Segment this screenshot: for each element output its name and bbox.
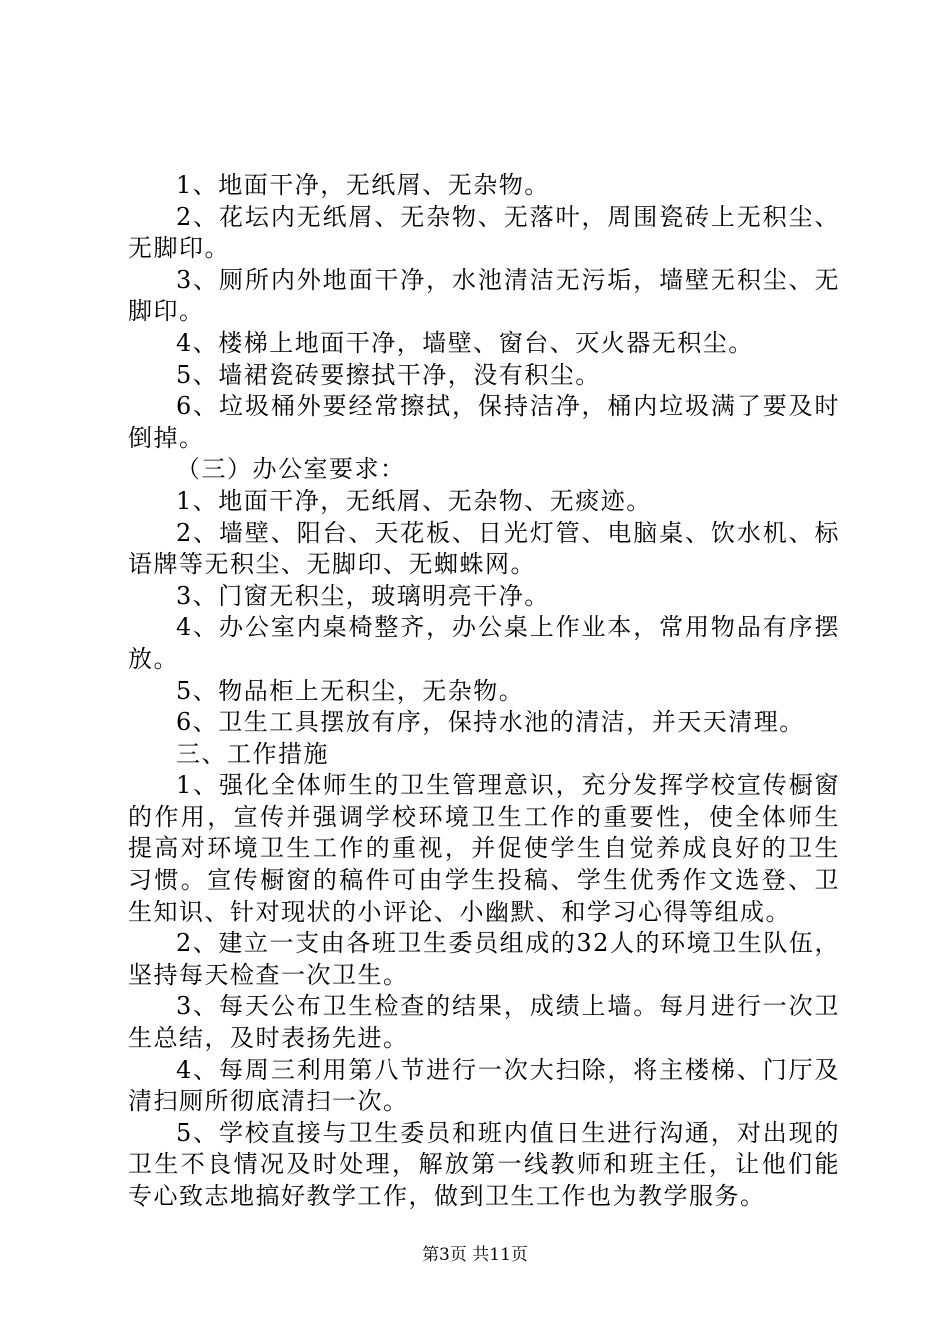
section-measures-heading: 三、工作措施 xyxy=(176,739,329,768)
item-trash-bin: 6、垃圾桶外要经常擦拭，保持洁净，桶内垃圾满了要及时倒掉。 xyxy=(128,392,840,452)
item-flower-bed: 2、花坛内无纸屑、无杂物、无落叶，周围瓷砖上无积尘、无脚印。 xyxy=(128,202,840,263)
office-item-desks: 4、办公室内桌椅整齐，办公桌上作业本，常用物品有序摆放。 xyxy=(128,613,840,673)
office-item-windows: 3、门窗无积尘，玻璃明亮干净。 xyxy=(176,581,550,610)
section-office-heading: （三）办公室要求： xyxy=(176,455,406,484)
measure-communication: 5、学校直接与卫生委员和班内值日生进行沟通，对出现的卫生不良情况及时处理，解放第一线教师和班主任，让他们能专心致志地搞好教学工作，做到卫生工作也为教学服务。 xyxy=(128,1118,840,1210)
office-item-cabinet: 5、物品柜上无积尘，无杂物。 xyxy=(176,676,525,705)
item-ground-clean: 1、地面干净，无纸屑、无杂物。 xyxy=(176,171,550,199)
item-wall-tiles: 5、墙裙瓷砖要擦拭干净，没有积尘。 xyxy=(176,360,601,389)
measure-publish: 3、每天公布卫生检查的结果，成绩上墙。每月进行一次卫生总结，及时表扬先进。 xyxy=(128,992,840,1053)
item-toilet: 3、厕所内外地面干净，水池清洁无污垢，墙壁无积尘、无脚印。 xyxy=(128,265,840,326)
page-number: 第3页 共11页 xyxy=(422,1245,528,1265)
measure-awareness: 1、强化全体师生的卫生管理意识，充分发挥学校宣传橱窗的作用，宣传并强调学校环境卫生工作的重要性，使全体师生提高对环境卫生工作的重视，并促使学生自觉养成良好的卫生习惯。宣传橱窗的稿件可由学生投稿、学生优秀作文选登、卫生知识、针对现状的小评论、小幽默、和学习心得等组成。 xyxy=(128,771,840,926)
office-item-tools: 6、卫生工具摆放有序，保持水池的清洁，并天天清理。 xyxy=(176,708,805,737)
document-body xyxy=(128,170,840,1213)
measure-team: 2、建立一支由各班卫生委员组成的32人的环境卫生队伍，坚持每天检查一次卫生。 xyxy=(128,929,840,989)
measure-cleanup: 4、每周三利用第八节进行一次大扫除，将主楼梯、门厅及清扫厕所彻底清扫一次。 xyxy=(128,1055,840,1116)
office-item-floor: 1、地面干净，无纸屑、无杂物、无痰迹。 xyxy=(176,486,652,515)
office-item-walls: 2、墙壁、阳台、天花板、日光灯管、电脑桌、饮水机、标语牌等无积尘、无脚印、无蜘蛛网。 xyxy=(128,518,840,579)
item-stairs: 4、楼梯上地面干净，墙壁、窗台、灭火器无积尘。 xyxy=(176,328,754,357)
